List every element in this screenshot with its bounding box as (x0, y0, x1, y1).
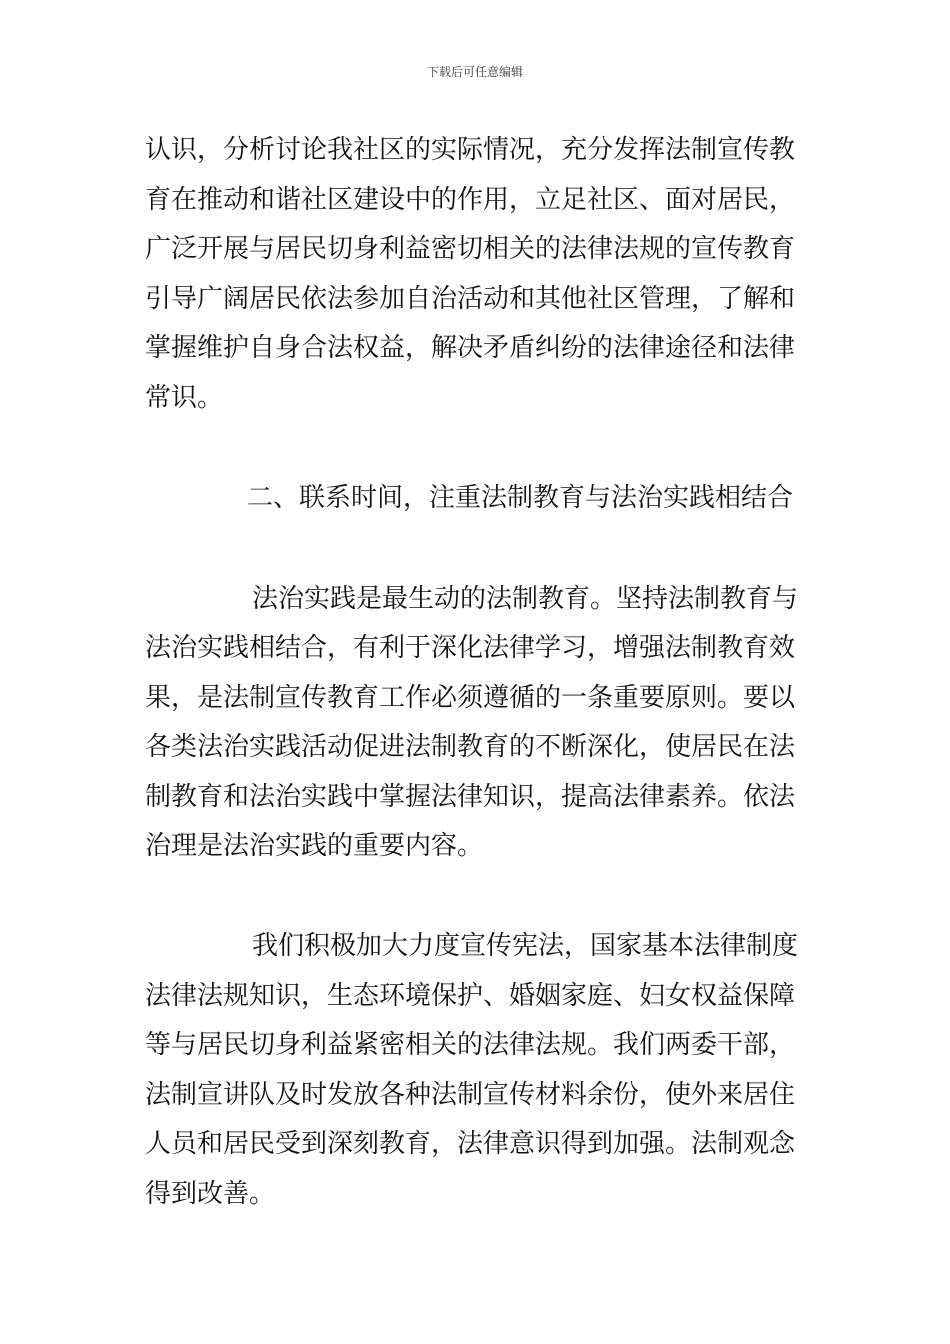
text-line: 制教育和法治实践中掌握法律知识，提高法律素养。依法 (145, 782, 796, 812)
text-line: 各类法治实践活动促进法制教育的不断深化，使居民在法 (145, 732, 796, 762)
text-line: 果，是法制宣传教育工作必须遵循的一条重要原则。要以 (145, 683, 796, 713)
section-heading: 二、联系时间，注重法制教育与法治实践相结合 (247, 483, 794, 513)
text-line: 常识。 (145, 383, 224, 413)
text-line: 认识，分析讨论我社区的实际情况，充分发挥法制宣传教 (145, 135, 796, 165)
text-line: 治理是法治实践的重要内容。 (145, 831, 484, 861)
text-line: 法治实践是最生动的法制教育。坚持法制教育与 (252, 584, 799, 614)
text-line: 引导广阔居民依法参加自治活动和其他社区管理，了解和 (145, 284, 796, 314)
text-line: 法制宣讲队及时发放各种法制宣传材料余份，使外来居住 (145, 1080, 796, 1110)
text-line: 掌握维护自身合法权益，解决矛盾纠纷的法律途径和法律 (145, 333, 796, 363)
text-line: 法律法规知识，生态环境保护、婚姻家庭、妇女权益保障 (145, 981, 796, 1011)
text-line: 得到改善。 (145, 1179, 276, 1209)
text-line: 广泛开展与居民切身利益密切相关的法律法规的宣传教育 (145, 234, 796, 264)
text-line: 人员和居民受到深刻教育，法律意识得到加强。法制观念 (145, 1129, 796, 1159)
text-line: 育在推动和谐社区建设中的作用，立足社区、面对居民， (145, 185, 796, 215)
page-header: 下载后可任意编辑 (426, 65, 523, 79)
text-line: 法治实践相结合，有利于深化法律学习，增强法制教育效 (145, 633, 796, 663)
text-line: 我们积极加大力度宣传宪法，国家基本法律制度 (252, 931, 799, 961)
text-line: 等与居民切身利益紧密相关的法律法规。我们两委干部， (145, 1030, 796, 1060)
